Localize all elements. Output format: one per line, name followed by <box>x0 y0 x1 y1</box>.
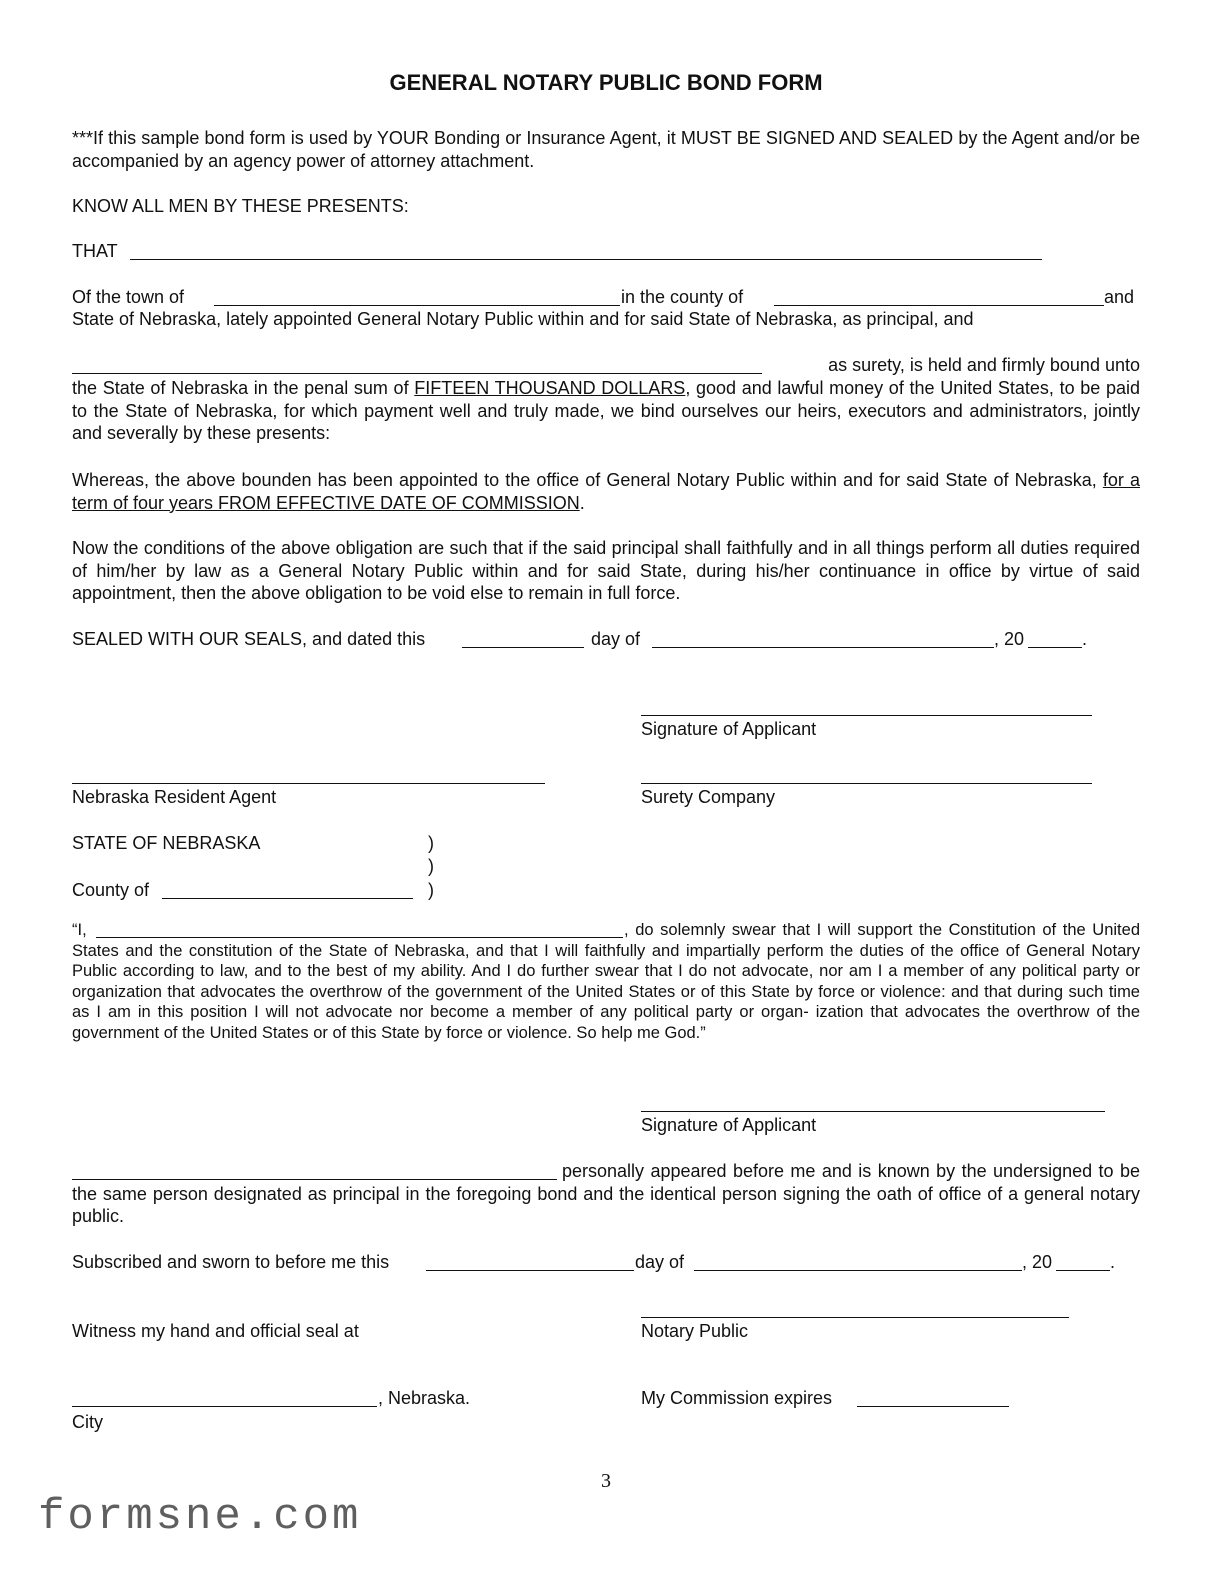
principal-name-field[interactable] <box>130 259 1042 260</box>
sealed-end: . <box>1082 629 1088 649</box>
sealed-label: SEALED WITH OUR SEALS, and dated this <box>72 629 426 649</box>
sealed-year-field[interactable] <box>1028 647 1082 648</box>
oath-open: “I, <box>72 921 87 939</box>
venue-paren-3: ) <box>428 880 434 900</box>
know-all-men: KNOW ALL MEN BY THESE PRESENTS: <box>72 196 409 216</box>
appointment-line: State of Nebraska, lately appointed General Notary Public within and for said State of Nebraska, as principal, and <box>72 309 974 329</box>
notary-signature-line[interactable] <box>641 1317 1069 1318</box>
city-label: City <box>72 1412 103 1432</box>
venue-paren-1: ) <box>428 833 434 853</box>
city-field[interactable] <box>72 1406 377 1407</box>
applicant-signature-label-2: Signature of Applicant <box>641 1115 817 1135</box>
venue-county-label: County of <box>72 880 150 900</box>
venue-state: STATE OF NEBRASKA <box>72 833 261 853</box>
that-label: THAT <box>72 241 118 261</box>
form-title: GENERAL NOTARY PUBLIC BOND FORM <box>389 70 823 95</box>
term-of-office: for a term of four years FROM EFFECTIVE DATE OF COMMISSION <box>72 470 1140 513</box>
subscribed-day-of: day of <box>635 1252 685 1272</box>
surety-company-line[interactable] <box>641 783 1092 784</box>
county-label: in the county of <box>621 287 744 307</box>
watermark: formsne.com <box>38 1492 362 1542</box>
sealed-month-field[interactable] <box>652 647 994 648</box>
applicant-signature-line-1[interactable] <box>641 715 1092 716</box>
surety-bound: as surety, is held and firmly bound unto <box>828 355 1140 375</box>
whereas-paragraph: Whereas, the above bounden has been appointed to the office of General Notary Public within and for said State of Nebraska, for a term of four years FROM EFFECTIVE DATE OF COMMISSION. <box>72 470 1140 513</box>
witness-label: Witness my hand and official seal at <box>72 1321 359 1341</box>
subscribed-label: Subscribed and sworn to before me this <box>72 1252 390 1272</box>
subscribed-month-field[interactable] <box>694 1270 1022 1271</box>
applicant-signature-label-1: Signature of Applicant <box>641 719 817 739</box>
applicant-signature-line-2[interactable] <box>641 1111 1105 1112</box>
surety-name-field[interactable] <box>72 373 762 374</box>
venue-paren-2: ) <box>428 856 434 876</box>
subscribed-year-prefix: , 20 <box>1022 1252 1053 1272</box>
commission-expires-field[interactable] <box>857 1406 1009 1407</box>
county-field[interactable] <box>774 305 1104 306</box>
sealed-day-field[interactable] <box>462 647 584 648</box>
appeared-text: personally appeared before me and is known by the undersigned to be the same person designated as principal in the foregoing bond and the identical person signing the oath of office of a general notary public. <box>72 1161 1140 1226</box>
appeared-name-field[interactable] <box>72 1179 557 1180</box>
subscribed-day-field[interactable] <box>426 1270 634 1271</box>
resident-agent-line[interactable] <box>72 783 545 784</box>
surety-paragraph: the State of Nebraska in the penal sum of FIFTEEN THOUSAND DOLLARS, good and lawful money of the United States, to be paid to the State of Nebraska, for which payment well and truly made, we bind ourselves our heirs, executors and administrators, jointly and severally by these presents: <box>72 378 1141 443</box>
oath-name-field[interactable] <box>96 937 623 938</box>
agent-notice: ***If this sample bond form is used by YOUR Bonding or Insurance Agent, it MUST BE SIGNED AND SEALED by the Agent and/or be accompanied by an agency power of attorney attachment. <box>72 128 1140 171</box>
oath-paragraph <box>72 920 1140 1043</box>
town-label: Of the town of <box>72 287 185 307</box>
venue-county-field[interactable] <box>162 898 413 899</box>
town-field[interactable] <box>214 305 620 306</box>
penal-sum: FIFTEEN THOUSAND DOLLARS <box>414 378 686 398</box>
sealed-year-prefix: , 20 <box>994 629 1025 649</box>
sealed-day-of: day of <box>591 629 641 649</box>
conditions-paragraph: Now the conditions of the above obligation are such that if the said principal shall faithfully and in all things perform all duties required of him/her by law as a General Notary Public within and for said State, during his/her continuance in office by virtue of said appointment, then the above obligation to be void else to remain in full force. <box>72 538 1140 603</box>
commission-label: My Commission expires <box>641 1388 833 1408</box>
surety-company-label: Surety Company <box>641 787 776 807</box>
subscribed-end: . <box>1110 1252 1116 1272</box>
subscribed-year-field[interactable] <box>1056 1270 1110 1271</box>
and-label: and <box>1104 287 1135 307</box>
page-number: 3 <box>601 1470 611 1492</box>
nebraska-label: , Nebraska. <box>378 1388 471 1408</box>
oath-text: , do solemnly swear that I will support the Constitution of the United States and the constitution of the State of Nebraska, and that I will faithfully and impartially perform the duties of the office of General Notary Public according to law, and to the best of my ability. And I do further swear that I do not advocate, nor am I a member of any political party or organization that advocates the overthrow of the government of the United States or of this State by force or violence: and that during such time as I am in this position I will not advocate nor become a member of any political party or organ- ization that advocates the overthrow of the government of the United States or of this State by force or violence. So help me God.” <box>72 921 1140 1042</box>
appeared-paragraph <box>72 1160 1140 1228</box>
resident-agent-label: Nebraska Resident Agent <box>72 787 277 807</box>
notary-public-label: Notary Public <box>641 1321 749 1341</box>
